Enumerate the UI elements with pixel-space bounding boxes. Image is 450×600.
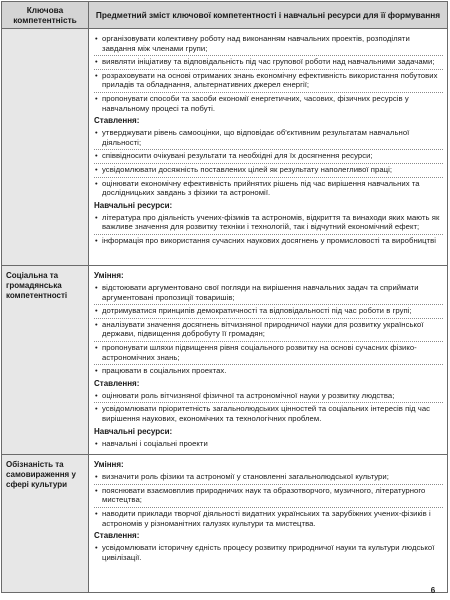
bullet-icon: •	[95, 472, 98, 482]
header-key-competence: Ключова компетентність	[2, 2, 89, 29]
list-item	[94, 542, 443, 564]
list-item	[94, 508, 443, 530]
list-item	[94, 319, 443, 342]
bullet-icon: •	[95, 366, 98, 376]
list-item	[94, 150, 443, 164]
list-item-text: розраховувати на основі отриманих знань економічну ефективність використання побутових приладів та обладнання, альтернативних джерел енергії;	[102, 70, 438, 90]
section-heading: Ставлення:	[94, 378, 140, 388]
list-item-text: інформація про використання сучасних наукових досягнень у промисловості та виробництві	[102, 235, 437, 245]
competence-name: Обізнаність та самовираження у сфері культури	[2, 455, 89, 593]
list-item	[94, 403, 443, 425]
section-list	[94, 33, 443, 115]
bullet-icon: •	[95, 212, 98, 222]
list-item-text: організовувати колективну роботу над виконанням навчальних проектів, розподіляти завдання між членами групи;	[102, 34, 410, 53]
competence-name: Соціальна та громадянська компетентності	[2, 266, 89, 455]
table-row	[2, 29, 448, 266]
section-heading: Уміння:	[94, 460, 124, 470]
bullet-icon: •	[95, 93, 98, 103]
header-subject-content: Предметний зміст ключової компетентності і навчальні ресурси для її формування	[89, 2, 448, 29]
list-item-text: пояснювати взаємовплив природничих наук та образотворчого, музичного, літературного мистецтва;	[102, 485, 426, 505]
section-list	[94, 390, 443, 426]
section-list	[94, 471, 443, 530]
competence-name	[2, 29, 89, 266]
bullet-icon: •	[95, 306, 98, 316]
list-item	[94, 390, 443, 404]
list-item-text: навчальні і соціальні проекти	[102, 438, 208, 448]
bullet-icon: •	[95, 319, 98, 329]
table-header-row	[2, 2, 448, 29]
competence-content	[89, 266, 448, 455]
section-list	[94, 542, 443, 564]
section-heading: Ставлення:	[94, 116, 140, 126]
list-item	[94, 305, 443, 319]
bullet-icon: •	[95, 151, 98, 161]
list-item	[94, 178, 443, 200]
bullet-icon: •	[95, 57, 98, 67]
bullet-icon: •	[95, 283, 98, 292]
list-item-text: пропонувати шляхи підвищення рівня соціального розвитку на основі сучасних фізико-астрономічних знань;	[102, 342, 417, 362]
bullet-icon: •	[95, 235, 98, 245]
section-list	[94, 438, 443, 451]
list-item-text: виявляти ініціативу та відповідальність під час групової роботи над навчальними задачами;	[102, 57, 435, 67]
section-list	[94, 282, 443, 378]
list-item	[94, 127, 443, 150]
list-item-text: відстоювати аргументовано свої погляди на вирішення навчальних задач та сприймати аргументовані пропозиції товаришів;	[102, 283, 419, 302]
bullet-icon: •	[95, 70, 98, 80]
section-list	[94, 127, 443, 200]
list-item	[94, 438, 443, 451]
bullet-icon: •	[95, 128, 98, 138]
competence-content	[89, 455, 448, 593]
table-row	[2, 266, 448, 455]
bullet-icon: •	[95, 34, 98, 43]
list-item-text: пропонувати способи та засоби економії енергетичних, часових, фізичних ресурсів у навчальному процесі та побуті.	[102, 93, 409, 113]
list-item	[94, 365, 443, 378]
section-list	[94, 212, 443, 248]
section-heading: Уміння:	[94, 271, 124, 280]
list-item	[94, 212, 443, 235]
bullet-icon: •	[95, 164, 98, 174]
list-item-text: оцінювати роль вітчизняної фізичної та астрономічної науки у розвитку людства;	[102, 390, 395, 400]
competence-table	[1, 1, 448, 593]
table-row	[2, 455, 448, 593]
bullet-icon: •	[95, 404, 98, 414]
list-item	[94, 33, 443, 56]
bullet-icon: •	[95, 390, 98, 400]
list-item	[94, 282, 443, 305]
competence-content	[89, 29, 448, 266]
list-item	[94, 93, 443, 115]
list-item	[94, 164, 443, 178]
list-item-text: визначити роль фізики та астрономії у становленні загальнолюдської культури;	[102, 472, 389, 482]
bullet-icon: •	[95, 342, 98, 352]
bullet-icon: •	[95, 178, 98, 188]
list-item-text: працювати в соціальних проектах.	[102, 366, 227, 376]
section-heading: Ставлення:	[94, 531, 140, 541]
list-item-text: усвідомлювати історичну єдність процесу розвитку природничої науки та культури людської цивілізації.	[102, 543, 435, 562]
page-number: 6	[430, 586, 436, 595]
list-item-text: дотримуватися принципів демократичності та відповідальності під час роботи в групі;	[102, 306, 412, 316]
list-item-text: утверджувати рівень самооцінки, що відповідає об'єктивним результатам навчальної діяльності;	[102, 128, 410, 147]
list-item-text: усвідомлювати досяжність поставлених цілей як результату наполегливої праці;	[102, 164, 393, 174]
list-item	[94, 485, 443, 508]
list-item-text: співвідносити очікувані результати та необхідні для їх досягнення ресурси;	[102, 151, 373, 161]
bullet-icon: •	[95, 485, 98, 495]
list-item	[94, 471, 443, 485]
list-item-text: література про діяльність учених-фізиків та астрономів, відкриття та винаходи яких мають як важливе значення для розвитку техніки і технологій, так і відчутний економічний ефект;	[102, 212, 440, 232]
list-item	[94, 56, 443, 70]
list-item	[94, 235, 443, 248]
bullet-icon: •	[95, 543, 98, 553]
list-item-text: аналізувати значення досягнень вітчизняної природничої науки для розвитку української держави, підвищення добробуту її громадян;	[102, 319, 424, 339]
list-item	[94, 342, 443, 365]
bullet-icon: •	[95, 438, 98, 448]
list-item	[94, 70, 443, 93]
list-item-text: оцінювати економічну ефективність прийнятих рішень під час вирішення навчальних та дослідницьких завдань з фізики та астрономії.	[102, 178, 420, 198]
section-heading: Навчальні ресурси:	[94, 200, 173, 210]
bullet-icon: •	[95, 508, 98, 518]
list-item-text: наводити приклади творчої діяльності видатних українських та зарубіжних учених-фізиків і астрономів у різноманітних галузях культури та мистецтва.	[102, 508, 431, 528]
section-heading: Навчальні ресурси:	[94, 426, 173, 436]
list-item-text: усвідомлювати пріоритетність загальнолюдських цінностей та соціальних інтересів під час вирішення наукових, економічних та технологічних проблем.	[102, 404, 431, 423]
